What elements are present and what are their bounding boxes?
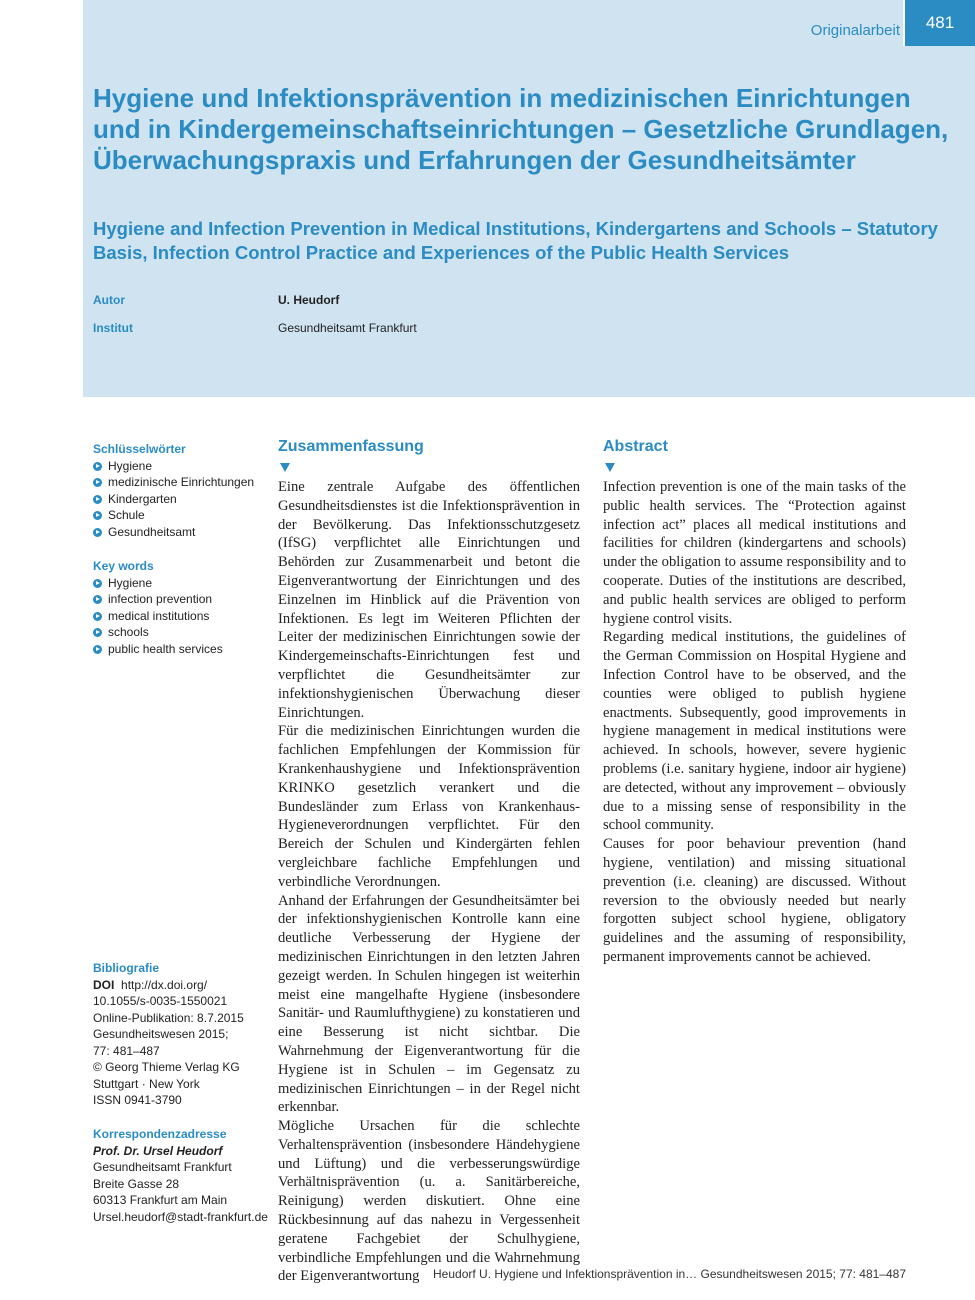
author-name: U. Heudorf [278,293,340,307]
abstract-german-heading: Zusammenfassung [278,438,424,455]
bibliography [93,960,268,1109]
correspondence-city: 60313 Frankfurt am Main [93,1193,228,1207]
author-label: Autor [93,293,125,307]
correspondence-address [93,1126,268,1225]
arrow-bullet-icon [93,595,102,604]
arrow-bullet-icon [93,478,102,487]
keywords-german-heading: Schlüsselwörter [93,442,186,456]
arrow-bullet-icon [93,528,102,537]
bibliography-heading: Bibliografie [93,961,160,975]
arrow-bullet-icon [93,579,102,588]
volume: 77: 481–487 [93,1043,160,1058]
triangle-down-icon [605,463,615,472]
running-footer: Heudorf U. Hygiene und Infektionsprävention in… Gesundheitswesen 2015; 77: 481–487 [433,1267,906,1281]
issn: ISSN 0941-3790 [93,1093,182,1107]
correspondence-org: Gesundheitsamt Frankfurt [93,1160,232,1174]
abstract-paragraph: Regarding medical institutions, the guidelines of the German Commission on Hospital Hygiene and Infection Control have to be observed, and the counties were obliged to publish hygiene enactments. Subsequently, good improvements in hygiene management in medical institutions were achieved. In schools, however, severe hygienic problems (i.e. sanitary hygiene, indoor air hygiene) are detected, without any improvement – obviously due to a missing sense of responsibility in the school community. [603,629,906,834]
keywords-english-list [93,575,268,658]
correspondence-email[interactable]: Ursel.heudorf@stadt-frankfurt.de [93,1209,268,1224]
abstract-paragraph: Eine zentrale Aufgabe des öffentlichen Gesundheitsdienstes ist die Infektionsprävention in der Bevölkerung. Das Infektionsschutzgesetz (IfSG) verpflichtet alle Einrichtungen und Behörden zur Zusammenarbeit und betont die Eigenverantwortung der Einrichtungen und des Einzelnen im Hinblick auf die Prävention von Infektionen. Es legt im Weiteren Pflichten der Leiter der medizinischen Einrichtungen sowie der Kindergemeinschafts-Einrichtungen fest und verpflichtet die Gesundheitsämter zur infektionshygienischen Überwachung dieser Einrichtungen. [278,479,580,721]
publisher-city: Stuttgart · New York [93,1076,200,1091]
abstract-english [603,438,906,967]
keywords-german-list [93,458,268,541]
keywords-english-heading: Key words [93,559,154,573]
arrow-bullet-icon [93,628,102,637]
article-title-german: Hygiene und Infektionsprävention in medizinischen Einrichtungen und in Kindergemeinschaftseinrichtungen – Gesetzliche Grundlagen, Überwachungspraxis und Erfahrungen der Gesundheitsämter [93,83,949,175]
abstract-english-body [603,478,906,967]
keyword-item: Schule [93,507,268,524]
correspondence-heading: Korrespondenzadresse [93,1127,227,1141]
page-number: 481 [905,0,975,46]
abstract-german-body [278,478,580,1286]
abstract-english-heading: Abstract [603,438,668,455]
institute-name: Gesundheitsamt Frankfurt [278,321,417,335]
article-title-english: Hygiene and Infection Prevention in Medical Institutions, Kindergartens and Schools – Statutory Basis, Infection Control Practice and Experiences of the Public Health Services [93,218,938,263]
keyword-item: infection prevention [93,591,268,608]
keyword-item: schools [93,624,268,641]
institute-label: Institut [93,321,133,335]
doi-label: DOI [93,977,115,992]
correspondence-street: Breite Gasse 28 [93,1176,180,1191]
keywords-german [93,441,268,540]
keyword-item: medical institutions [93,608,268,625]
triangle-down-icon [280,463,290,472]
arrow-bullet-icon [93,495,102,504]
abstract-paragraph: Infection prevention is one of the main tasks of the public health services. The “Protection against infection act” places all medical institutions and facilities for children (kindergartens and schools) under the obligation to assume responsibility and to cooperate. Duties of the institutions are described, and public health services are obliged to perform hygiene control visits. [603,479,906,627]
abstract-german [278,438,580,1286]
abstract-paragraph: Anhand der Erfahrungen der Gesundheitsämter bei der infektionshygienischen Kontrolle kann eine deutliche Verbesserung der Hygiene der medizinischen Einrichtungen in den letzten Jahren gezeigt werden. In Schulen hingegen ist weiterhin meist eine mangelhafte Hygiene (insbesondere Sanitär- und Raumlufthygiene) zu konstatieren und eine Besserung ist nicht sichtbar. Die Wahrnehmung der Eigenverantwortung für die Hygiene ist in Schulen – im Gegensatz zu medizinischen Einrichtungen – in der Regel nicht erkennbar. [278,892,580,1116]
doi-id[interactable]: 10.1055/s-0035-1550021 [93,994,228,1008]
correspondence-name: Prof. Dr. Ursel Heudorf [93,1143,223,1158]
journal: Gesundheitswesen 2015; [93,1027,229,1041]
abstract-paragraph: Für die medizinischen Einrichtungen wurden die fachlichen Empfehlungen der Kommission für Krankenhaushygiene und Infektionsprävention KRINKO gesetzlich verankert und die Bundesländer zum Erlass von Krankenhaus-Hygieneverordnungen verpflichtet. Für den Bereich der Schulen und Kindergärten fehlen vergleichbare fachliche Empfehlungen und verbindliche Verordnungen. [278,723,580,890]
abstract-paragraph: Causes for poor behaviour prevention (hand hygiene, ventilation) and missing situational prevention (i.e. cleaning) are discussed. Without reversion to the obviously needed but nearly forgotten subject school hygiene, obligatory guidelines and the assuming of responsibility, permanent improvements cannot be achieved. [603,836,906,965]
keyword-item: public health services [93,641,268,658]
arrow-bullet-icon [93,462,102,471]
keywords-english [93,558,268,657]
keyword-item: Kindergarten [93,491,268,508]
section-label: Originalarbeit [810,22,900,39]
arrow-bullet-icon [93,645,102,654]
keyword-item: Hygiene [93,458,268,475]
keyword-item: Hygiene [93,575,268,592]
abstract-paragraph: Mögliche Ursachen für die schlechte Verhaltensprävention (insbesondere Händehygiene und Lüftung) und die verbesserungswürdige Verhältnisprävention (u. a. Sanitärbereiche, Reinigung) werden diskutiert. Ohne eine Rückbesinnung auf das nahezu in Vergessenheit geratene Fachgebiet der Schulhygiene, verbindliche Empfehlungen und die Wahrnehmung der Eigenverantwortung [278,1118,580,1285]
arrow-bullet-icon [93,612,102,621]
online-publication: Online-Publikation: 8.7.2015 [93,1010,244,1025]
keyword-item: Gesundheitsamt [93,524,268,541]
header-band [83,0,975,397]
doi-line [93,977,268,994]
arrow-bullet-icon [93,511,102,520]
doi-link[interactable]: http://dx.doi.org/ [121,977,208,992]
publisher: © Georg Thieme Verlag KG [93,1060,240,1074]
keyword-item: medizinische Einrichtungen [93,474,268,491]
